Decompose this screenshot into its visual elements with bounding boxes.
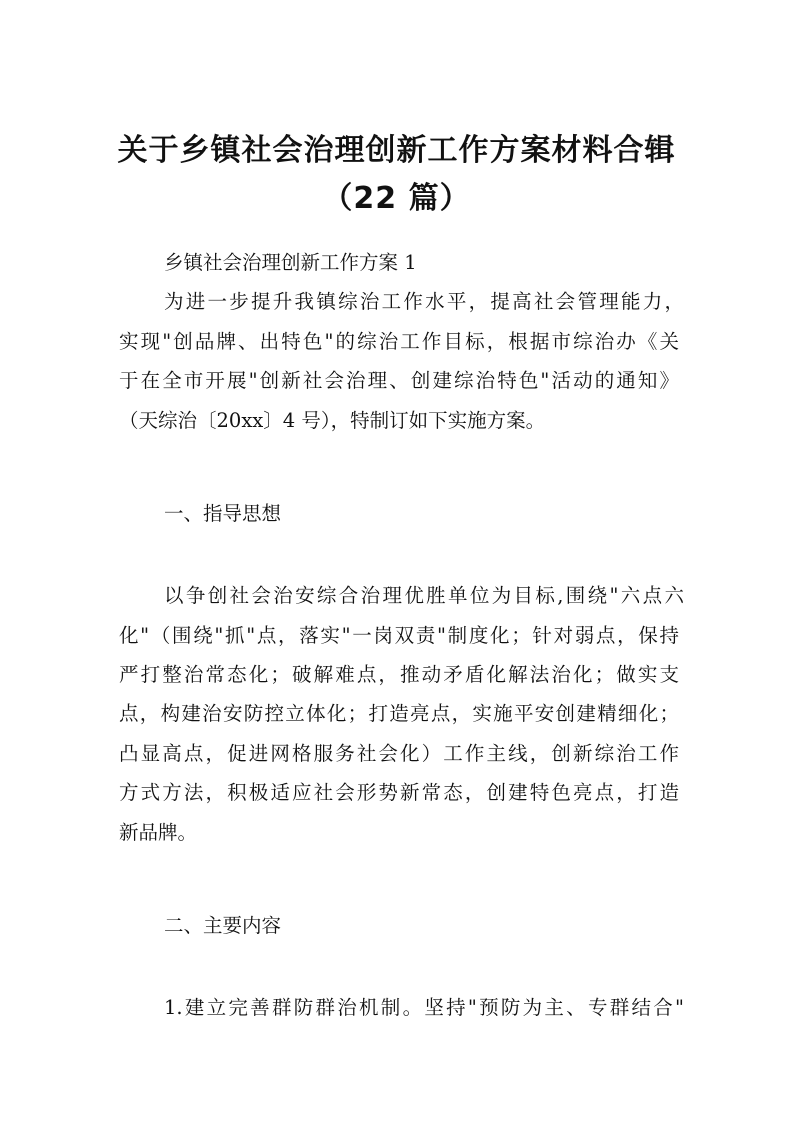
part1-body-line: 方式方法，积极适应社会形势新常态，创建特色亮点，打造 — [119, 781, 679, 804]
document-title-count: （22 篇） — [322, 181, 471, 216]
intro-line: 实现"创品牌、出特色"的综治工作目标，根据市综治办《关 — [119, 330, 679, 353]
part1-body-line: 化"（围绕"抓"点，落实"一岗双责"制度化；针对弱点，保持 — [119, 624, 679, 647]
part1-heading: 一、指导思想 — [164, 502, 282, 525]
part1-body-line: 以争创社会治安综合治理优胜单位为目标,围绕"六点六 — [164, 584, 684, 607]
intro-line: 于在全市开展"创新社会治理、创建综治特色"活动的通知》 — [119, 369, 679, 392]
intro-line: 为进一步提升我镇综治工作水平，提高社会管理能力， — [164, 290, 684, 313]
part1-body-line: 严打整治常态化；破解难点，推动矛盾化解法治化；做实支 — [119, 663, 679, 686]
section-heading: 乡镇社会治理创新工作方案 1 — [164, 251, 417, 274]
part2-item: 1.建立完善群防群治机制。坚持"预防为主、专群结合" — [164, 996, 684, 1019]
intro-line: （天综治〔20xx〕4 号），特制订如下实施方案。 — [119, 409, 546, 432]
part1-body-line: 凸显高点，促进网格服务社会化）工作主线，创新综治工作 — [119, 742, 679, 765]
part1-body-line: 新品牌。 — [119, 821, 198, 844]
part1-body-line: 点，构建治安防控立体化；打造亮点，实施平安创建精细化； — [119, 702, 679, 725]
part2-heading: 二、主要内容 — [164, 914, 282, 937]
document-title: 关于乡镇社会治理创新工作方案材料合辑 — [117, 133, 676, 168]
